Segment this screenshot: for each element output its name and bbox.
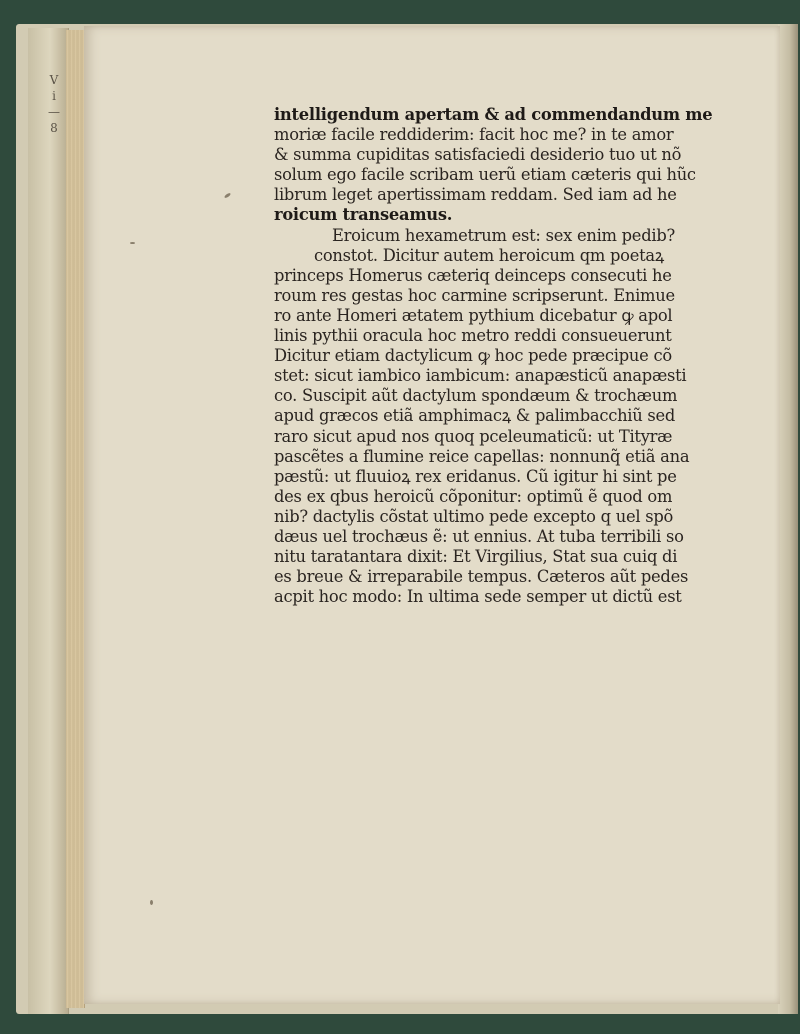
text-line: solum ego facile scribam uerũ etiam cæteris qui hũc (274, 165, 696, 185)
text-line: linis pythii oracula hoc metro reddi consueuerunt (274, 326, 672, 346)
text-line: pæstũ: ut fluuioꝝ rex eridanus. Cũ igitur hi sint pe (274, 466, 677, 486)
text-line: librum leget apertissimam reddam. Sed iam ad he (274, 185, 677, 205)
text-line: Dicitur etiam dactylicum ꝙ hoc pede præcipue cõ (274, 346, 672, 366)
text-line: pascẽtes a flumine reice capellas: nonnunq̃ etiã ana (274, 446, 690, 466)
spine-mark: i (52, 89, 56, 103)
text-line: constot. Dicitur autem heroicum qm poetaꝝ (314, 245, 664, 265)
text-line: des ex qbus heroicũ cõponitur: optimũ ẽ quod om (274, 486, 673, 506)
text-line: Eroicum hexametrum est: sex enim pedib? (332, 225, 675, 245)
text-line: roicum transeamus. (274, 205, 453, 225)
text-line: nib? dactylis cõstat ultimo pede excepto q uel spõ (274, 506, 674, 526)
text-line: ro ante Homeri ætatem pythium dicebatur ꝙ apol (274, 305, 673, 325)
text-line: stet: sicut iambico iambicum: anapæsticũ anapæsti (274, 366, 687, 386)
ink-speck (150, 900, 153, 905)
spine-mark: — (48, 105, 60, 119)
book-page (84, 26, 780, 1004)
text-line: princeps Homerus cæteriq deinceps consecuti he (274, 265, 672, 285)
text-line: roum res gestas hoc carmine scripserunt. Enimue (274, 285, 675, 305)
ink-speck (224, 192, 231, 198)
text-line: raro sicut apud nos quoq pceleumaticũ: ut Tityræ (274, 426, 673, 446)
text-line: es breue & irreparabile tempus. Cæteros aũt pedes (274, 567, 689, 587)
ink-speck (130, 242, 135, 244)
spine-mark: V (49, 73, 59, 87)
text-line: dæus uel trochæus ẽ: ut ennius. At tuba terribili so (274, 526, 684, 546)
text-line: intelligendum apertam & ad commendandum me (274, 105, 713, 124)
spine-mark: 8 (50, 121, 58, 135)
spine-pencil-marks (44, 72, 64, 136)
text-line: & summa cupiditas satisfaciedi desiderio tuo ut nõ (274, 145, 682, 165)
text-line: nitu taratantara dixit: Et Virgilius, Stat sua cuiq di (274, 547, 678, 567)
text-block (274, 105, 742, 607)
right-board-edge (778, 24, 798, 1014)
page-edges (66, 30, 85, 1008)
binding-fold (28, 28, 69, 1014)
text-line: moriæ facile reddiderim: facit hoc me? in te amor (274, 125, 674, 145)
text-line: acpit hoc modo: In ultima sede semper ut dictũ est (274, 587, 682, 607)
text-line: co. Suscipit aũt dactylum spondæum & trochæum (274, 386, 678, 406)
text-line: apud græcos etiã amphimacꝝ & palimbacchiũ sed (274, 406, 676, 426)
